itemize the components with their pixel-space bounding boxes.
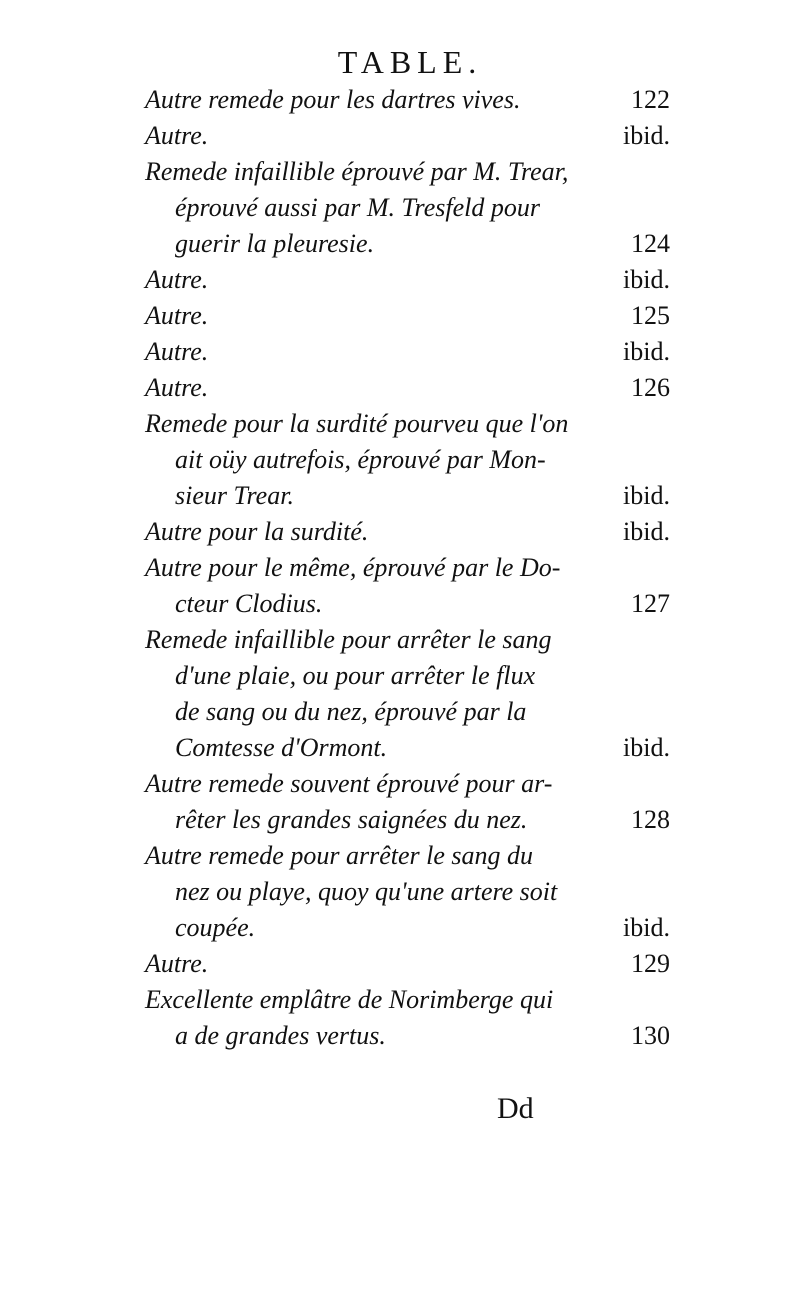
toc-line-text: ait oüy autrefois, éprouvé par Mon- xyxy=(175,445,546,474)
toc-line xyxy=(145,118,670,154)
toc-line-text: Autre. xyxy=(145,949,209,978)
signature-mark: Dd xyxy=(497,1092,534,1125)
page-heading: TABLE. xyxy=(337,44,483,80)
toc-line-text: Remede infaillible pour arrêter le sang xyxy=(145,625,552,654)
toc-line-text: cteur Clodius. xyxy=(175,589,323,618)
toc-line-text: Autre remede souvent éprouvé pour ar- xyxy=(145,769,553,798)
toc-line xyxy=(145,154,670,190)
toc-line xyxy=(145,478,670,514)
toc-line xyxy=(145,586,670,622)
toc-page-number: ibid. xyxy=(623,913,670,942)
toc-line-text: d'une plaie, ou pour arrêter le flux xyxy=(175,661,536,690)
toc-line-text: Remede pour la surdité pourveu que l'on xyxy=(145,409,569,438)
toc-line-text: Autre. xyxy=(145,373,209,402)
toc-line-text: Autre pour le même, éprouvé par le Do- xyxy=(145,553,561,582)
toc-line xyxy=(145,838,670,874)
toc-line xyxy=(145,874,670,910)
toc-line-text: Remede infaillible éprouvé par M. Trear, xyxy=(145,157,569,186)
toc-line xyxy=(145,190,670,226)
toc-page-number: 128 xyxy=(631,805,670,834)
toc-line xyxy=(145,370,670,406)
toc-page-number: 126 xyxy=(631,373,670,402)
toc-page-number: ibid. xyxy=(623,121,670,150)
toc-page-number: 124 xyxy=(631,229,670,258)
toc-page-number: 129 xyxy=(631,949,670,978)
toc-line xyxy=(145,334,670,370)
toc-line xyxy=(145,406,670,442)
toc-line-text: Autre. xyxy=(145,337,209,366)
toc-line xyxy=(145,694,670,730)
toc-line xyxy=(145,910,670,946)
toc-line-text: Autre pour la surdité. xyxy=(145,517,369,546)
toc-line xyxy=(145,658,670,694)
toc-page-number: 127 xyxy=(631,589,670,618)
toc-line xyxy=(145,262,670,298)
toc-page-number: 122 xyxy=(631,85,670,114)
toc-page-number: ibid. xyxy=(623,337,670,366)
toc-page-number: ibid. xyxy=(623,265,670,294)
table-of-contents xyxy=(145,82,670,1054)
toc-line xyxy=(145,1018,670,1054)
toc-line-text: sieur Trear. xyxy=(175,481,294,510)
toc-line-text: Autre. xyxy=(145,265,209,294)
toc-page-number: ibid. xyxy=(623,481,670,510)
toc-line xyxy=(145,514,670,550)
toc-line-text: Autre remede pour les dartres vives. xyxy=(145,85,521,114)
toc-page-number: ibid. xyxy=(623,733,670,762)
toc-line xyxy=(145,766,670,802)
toc-line-text: Comtesse d'Ormont. xyxy=(175,733,388,762)
toc-line xyxy=(145,298,670,334)
toc-line-text: Autre. xyxy=(145,121,209,150)
toc-line-text: coupée. xyxy=(175,913,256,942)
toc-line xyxy=(145,622,670,658)
toc-line xyxy=(145,226,670,262)
toc-line-text: rêter les grandes saignées du nez. xyxy=(175,805,528,834)
toc-line-text: Excellente emplâtre de Norimberge qui xyxy=(145,985,554,1014)
toc-line xyxy=(145,946,670,982)
toc-page-number: 125 xyxy=(631,301,670,330)
toc-line-text: de sang ou du nez, éprouvé par la xyxy=(175,697,527,726)
toc-line xyxy=(145,730,670,766)
toc-line xyxy=(145,82,670,118)
toc-line-text: guerir la pleuresie. xyxy=(175,229,375,258)
toc-line xyxy=(145,982,670,1018)
toc-line-text: Autre remede pour arrêter le sang du xyxy=(145,841,534,870)
toc-page-number: 130 xyxy=(631,1021,670,1050)
toc-line-text: a de grandes vertus. xyxy=(175,1021,386,1050)
toc-line xyxy=(145,550,670,586)
toc-line-text: éprouvé aussi par M. Tresfeld pour xyxy=(175,193,540,222)
toc-line-text: Autre. xyxy=(145,301,209,330)
toc-page-number: ibid. xyxy=(623,517,670,546)
toc-line xyxy=(145,802,670,838)
toc-line xyxy=(145,442,670,478)
toc-line-text: nez ou playe, quoy qu'une artere soit xyxy=(175,877,558,906)
